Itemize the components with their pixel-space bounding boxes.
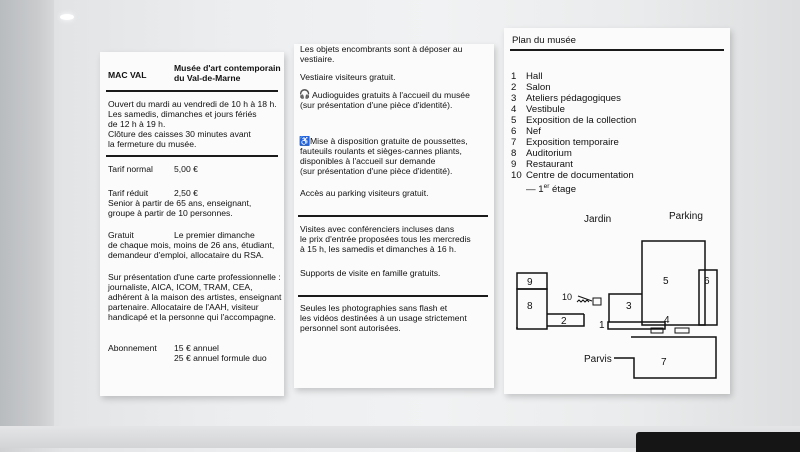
pro-desc: handicapé et la personne qui l'accompagne. [108,312,276,322]
gratuit-desc: de chaque mois, moins de 26 ans, étudiant, [108,240,275,250]
room-label-4: 4 [664,315,670,326]
photos-text: les vidéos destinées à un usage strictement [300,313,467,323]
room-label-5: 5 [663,276,669,287]
plan-item: 7 Exposition temporaire [511,137,619,148]
divider [298,215,488,217]
plan-item: 4 Vestibule [511,104,565,115]
stair-line [578,296,592,301]
wheelchair-icon: ♿ [299,136,311,146]
room-label-7: 7 [661,357,667,368]
room-label-8: 8 [527,301,533,312]
plan-item: 10 Centre de documentation [511,170,634,181]
hours-line: Ouvert du mardi au vendredi de 10 h à 18 h. [108,99,277,109]
room-label-10: 10 [562,292,573,302]
room-label-6: 6 [704,276,710,287]
gratuit-desc: demandeur d'emploi, allocataire du RSA. [108,250,264,260]
visites-text: à 15 h, les samedis et dimanches à 16 h. [300,244,457,254]
plan-item: 9 Restaurant [511,159,573,170]
plan-item: 1 Hall [511,71,543,82]
audioguide-icon: 🎧 [299,89,311,99]
mise-dispo-text: (sur présentation d'une pièce d'identité). [300,166,453,176]
hours-line: Clôture des caisses 30 minutes avant [108,129,251,139]
divider [106,90,278,92]
panel-plan [504,28,730,394]
stair-zigzag [577,300,589,302]
visites-text: Visites avec conférenciers incluses dans [300,224,455,234]
pro-desc: partenaire. Allocataire de l'AAH, visiteur [108,302,259,312]
plan-item: 2 Salon [511,82,551,93]
map-label-jardin: Jardin [584,214,612,225]
tarif-reduit-desc: Senior à partir de 65 ans, enseignant, [108,198,252,208]
org-name: MAC VAL [108,70,147,80]
monitor-edge [636,432,800,452]
tarif-reduit-price: 2,50 € [174,188,198,198]
vestiaire-text: Vestiaire visiteurs gratuit. [300,72,396,82]
map-label-parvis: Parvis [584,354,612,365]
tarif-reduit-label: Tarif réduit [108,188,149,198]
pro-desc: Sur présentation d'une carte professionnelle : [108,272,281,282]
audioguides-text: (sur présentation d'une pièce d'identité). [300,100,453,110]
plan-item: 3 Ateliers pédagogiques [511,93,621,104]
door-block [675,328,689,333]
panel-hours-prices [100,52,284,396]
mise-dispo-text: fauteuils roulants et sièges-cannes pliants, [300,146,462,156]
room-label-2: 2 [561,316,567,327]
mise-dispo-text: disponibles à l'accueil sur demande [300,156,436,166]
pro-desc: adhérent à la maison des artistes, enseignant [108,292,282,302]
encombrants-text: Les objets encombrants sont à déposer au [300,44,463,54]
map-label-parking: Parking [669,211,703,222]
room-label-1: 1 [599,320,605,331]
photos-text: personnel sont autorisées. [300,323,401,333]
room-label-3: 3 [626,301,632,312]
hours-line: la fermeture du musée. [108,139,197,149]
museum-name-line2: du Val-de-Marne [174,73,241,83]
panel-services [294,44,494,388]
supports-text: Supports de visite en famille gratuits. [300,268,441,278]
parking-text: Accès au parking visiteurs gratuit. [300,188,429,198]
plan-title: Plan du musée [512,35,576,46]
abonnement-duo-price: 25 € annuel formule duo [174,353,267,363]
divider [106,155,278,157]
pro-desc: journaliste, AICA, ICOM, TRAM, CEA, [108,282,253,292]
visites-text: le prix d'entrée proposées tous les mercredis [300,234,471,244]
abonnement-label: Abonnement [108,343,157,353]
audioguides-text: Audioguides gratuits à l'accueil du musée [312,90,470,100]
encombrants-text: vestiaire. [300,54,335,64]
tarif-normal-label: Tarif normal [108,164,153,174]
gratuit-desc: Le premier dimanche [174,230,255,240]
plan-item: 8 Auditorium [511,148,572,159]
hours-line: Les samedis, dimanches et jours fériés [108,109,257,119]
mise-dispo-text: Mise à disposition gratuite de poussettes, [310,136,468,146]
gratuit-label: Gratuit [108,230,134,240]
tarif-reduit-desc: groupe à partir de 10 personnes. [108,208,233,218]
floor-note: — 1er étage [526,183,577,196]
tarif-normal-price: 5,00 € [174,164,198,174]
abonnement-price: 15 € annuel [174,343,219,353]
plan-item: 6 Nef [511,126,541,137]
hours-line: de 12 h à 19 h. [108,119,166,129]
room-label-9: 9 [527,277,533,288]
ceiling-light [60,14,74,20]
museum-name-line1: Musée d'art contemporain [174,63,281,73]
photos-text: Seules les photographies sans flash et [300,303,448,313]
room-5-outline [642,241,705,325]
floor-plan-map [504,28,730,394]
stair-block [593,298,601,305]
divider [298,295,488,297]
plan-item: 5 Exposition de la collection [511,115,637,126]
left-wall [0,0,54,448]
